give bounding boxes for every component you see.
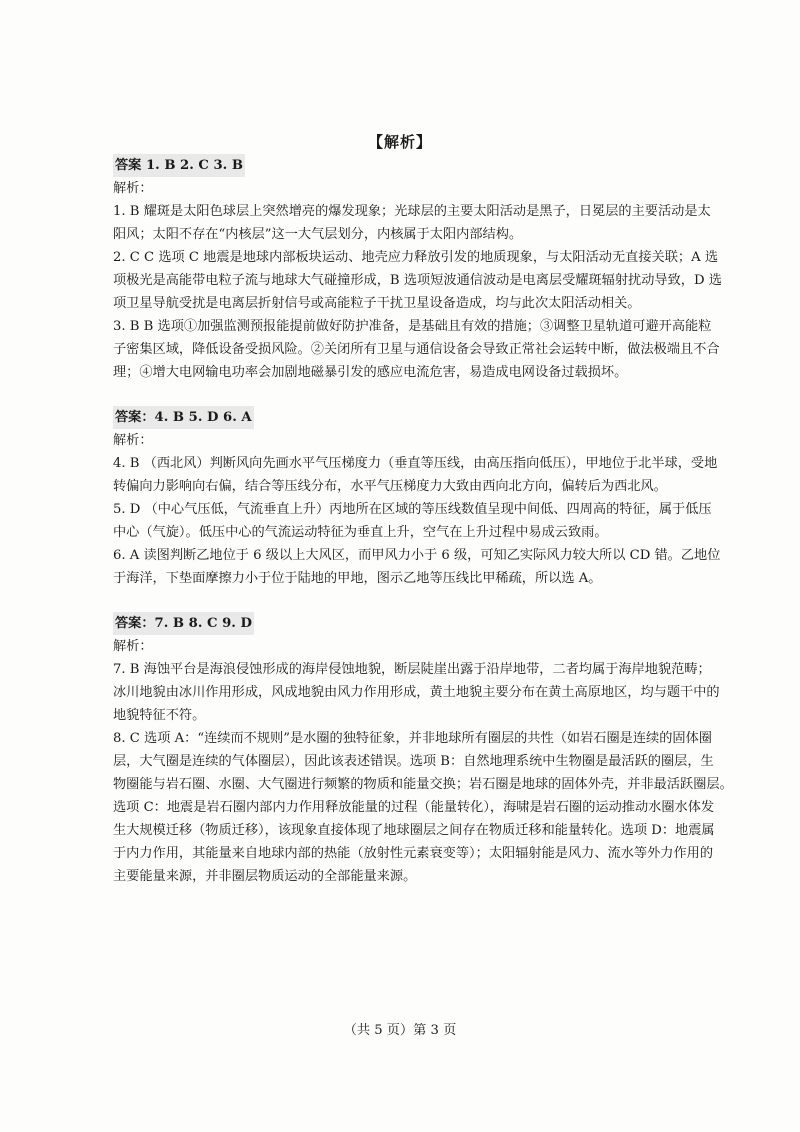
- analysis-line: 理；④增大电网输电功率会加剧地磁暴引发的感应电流危害，易造成电网设备过载损坏。: [113, 365, 628, 380]
- analysis-line: 层，大气圈是连续的气体圈层），因此该表述错误。选项 B：自然地理系统中生物圈是最活跃的圈层，生: [113, 754, 714, 769]
- page-title: 【解析】: [367, 133, 432, 151]
- analysis-line: 阳风；太阳不存在“内核层”这一大气层划分，内核属于太阳内部结构。: [113, 227, 523, 242]
- analysis-line: 地貌特征不符。: [113, 708, 206, 723]
- answer-section-2: [113, 406, 721, 590]
- answer-key-line: 答案 1. B 2. C 3. B: [113, 154, 245, 177]
- analysis-line: 主要能量来源，并非圈层物质运动的全部能量来源。: [113, 869, 417, 884]
- analysis-label: 解析：: [113, 433, 153, 448]
- analysis-line: 8. C 选项 A：“连续而不规则”是水圈的独特征象，并非地球所有圈层的共性（如岩石圈是连续的固体圈: [113, 731, 712, 746]
- answer-key-line: 答案：4. B 5. D 6. A: [113, 406, 254, 429]
- analysis-line: 中心（气旋）。低压中心的气流运动特征为垂直上升，空气在上升过程中易成云致雨。: [113, 525, 608, 540]
- analysis-line: 3. B B 选项①加强监测预报能提前做好防护准备，是基础且有效的措施；③调整卫星轨道可避开高能粒: [113, 319, 712, 334]
- analysis-line: 生大规模迁移（物质迁移），该现象直接体现了地球圈层之间存在物质迁移和能量转化。选项 D：地震属: [113, 823, 715, 838]
- analysis-line: 物圈能与岩石圈、水圈、大气圈进行频繁的物质和能量交换；岩石圈是地球的固体外壳，并非最活跃圈层。: [113, 777, 733, 792]
- analysis-label: 解析：: [113, 639, 153, 654]
- analysis-line: 于海洋，下垫面摩擦力小于位于陆地的甲地，图示乙地等压线比甲稀疏，所以选 A。: [113, 571, 602, 586]
- analysis-line: 项卫星导航受扰是电离层折射信号或高能粒子干扰卫星设备造成，均与此次太阳活动相关。: [113, 296, 641, 311]
- analysis-line: 2. C C 选项 C 地震是地球内部板块运动、地壳应力释放引发的地质现象，与太阳活动无直接关联；A 选: [113, 250, 719, 265]
- analysis-line: 项极光是高能带电粒子流与地球大气碰撞形成，B 选项短波通信波动是电离层受耀斑辐射扰动导致，D 选: [113, 273, 722, 288]
- analysis-line: 5. D （中心气压低，气流垂直上升）丙地所在区域的等压线数值呈现中间低、四周高的特征，属于低压: [113, 502, 712, 517]
- answer-content: [113, 154, 733, 888]
- answer-key-line: 答案：7. B 8. C 9. D: [113, 612, 254, 635]
- analysis-line: 冰川地貌由冰川作用形成，风成地貌由风力作用形成，黄土地貌主要分布在黄土高原地区，均与题干中的: [113, 685, 720, 700]
- analysis-line: 子密集区域，降低设备受损风险。②关闭所有卫星与通信设备会导致正常社会运转中断，做法极端且不合: [113, 342, 720, 357]
- analysis-line: 6. A 读图判断乙地位于 6 级以上大风区，而甲风力小于 6 级，可知乙实际风力较大所以 CD 错。乙地位: [113, 548, 721, 563]
- analysis-label: 解析：: [113, 181, 153, 196]
- page-footer: （共 5 页）第 3 页: [343, 1023, 457, 1038]
- analysis-line: 于内力作用，其能量来自地球内部的热能（放射性元素衰变等）；太阳辐射能是风力、流水等外力作用的: [113, 846, 714, 861]
- analysis-line: 1. B 耀斑是太阳色球层上突然增亮的爆发现象；光球层的主要太阳活动是黑子，日冕层的主要活动是太: [113, 204, 711, 219]
- analysis-line: 转偏向力影响向右偏，结合等压线分布，水平气压梯度力大致由西向北方向，偏转后为西北风。: [113, 479, 667, 494]
- answer-section-3: [113, 612, 733, 888]
- analysis-line: 7. B 海蚀平台是海浪侵蚀形成的海岸侵蚀地貌，断层陡崖出露于沿岸地带，二者均属于海岸地貌范畴；: [113, 662, 711, 677]
- analysis-line: 4. B （西北风）判断风向先画水平气压梯度力（垂直等压线，由高压指向低压），甲地位于北半球，受地: [113, 456, 718, 471]
- analysis-line: 选项 C：地震是岩石圈内部内力作用释放能量的过程（能量转化），海啸是岩石圈的运动推动水圈水体发: [113, 800, 715, 815]
- answer-section-1: [113, 154, 722, 384]
